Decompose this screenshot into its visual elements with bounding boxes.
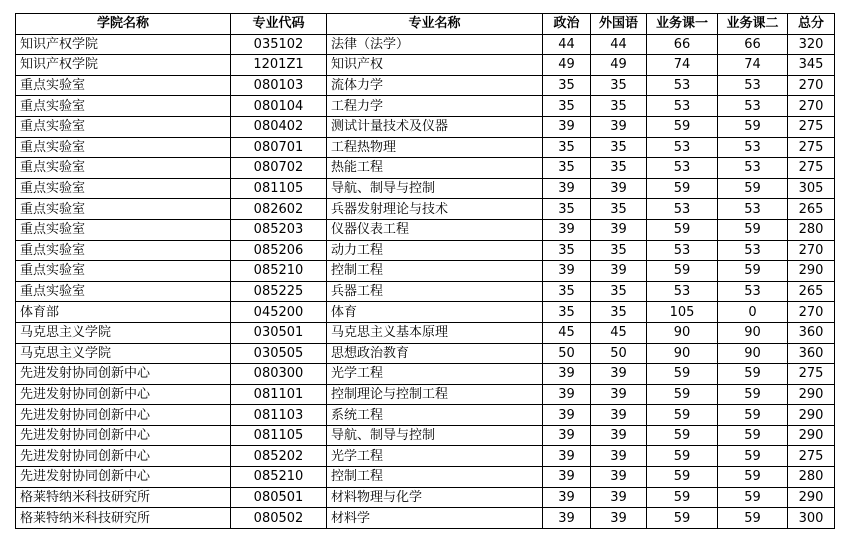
- foreign-language-cell: 35: [591, 75, 647, 96]
- foreign-language-cell: 39: [591, 178, 647, 199]
- major-name-cell: 控制工程: [327, 467, 543, 488]
- total-cell: 305: [788, 178, 835, 199]
- foreign-language-cell: 39: [591, 508, 647, 529]
- subject-two-cell: 53: [718, 240, 788, 261]
- table-row: [16, 75, 835, 96]
- table-row: [16, 261, 835, 282]
- foreign-language-cell: 39: [591, 446, 647, 467]
- politics-cell: 35: [543, 96, 591, 117]
- total-cell: 270: [788, 302, 835, 323]
- total-cell: 265: [788, 281, 835, 302]
- total-cell: 300: [788, 508, 835, 529]
- foreign-language-cell: 50: [591, 343, 647, 364]
- major-name-cell: 兵器工程: [327, 281, 543, 302]
- major-name-cell: 系统工程: [327, 405, 543, 426]
- major-code-cell: 085210: [231, 467, 327, 488]
- foreign-language-cell: 35: [591, 302, 647, 323]
- college-cell: 先进发射协同创新中心: [16, 446, 231, 467]
- foreign-language-cell: 49: [591, 55, 647, 76]
- total-cell: 360: [788, 343, 835, 364]
- subject-two-cell: 53: [718, 137, 788, 158]
- total-cell: 280: [788, 219, 835, 240]
- politics-cell: 35: [543, 240, 591, 261]
- subject-two-cell: 59: [718, 508, 788, 529]
- total-cell: 275: [788, 364, 835, 385]
- subject-two-cell: 59: [718, 364, 788, 385]
- table-row: [16, 116, 835, 137]
- major-code-cell: 030501: [231, 322, 327, 343]
- major-code-cell: 045200: [231, 302, 327, 323]
- table-row: [16, 508, 835, 529]
- college-cell: 先进发射协同创新中心: [16, 467, 231, 488]
- subject-two-cell: 59: [718, 178, 788, 199]
- politics-cell: 35: [543, 158, 591, 179]
- subject-two-cell: 53: [718, 158, 788, 179]
- subject-one-cell: 59: [647, 487, 718, 508]
- subject-one-cell: 53: [647, 240, 718, 261]
- major-code-cell: 080402: [231, 116, 327, 137]
- major-code-cell: 085225: [231, 281, 327, 302]
- subject-two-cell: 59: [718, 384, 788, 405]
- foreign-language-cell: 39: [591, 467, 647, 488]
- major-code-cell: 081101: [231, 384, 327, 405]
- total-cell: 320: [788, 34, 835, 55]
- total-cell: 290: [788, 405, 835, 426]
- table-row: [16, 55, 835, 76]
- subject-two-cell: 59: [718, 425, 788, 446]
- major-name-cell: 知识产权: [327, 55, 543, 76]
- major-code-cell: 080103: [231, 75, 327, 96]
- college-cell: 重点实验室: [16, 158, 231, 179]
- subject-two-cell: 90: [718, 343, 788, 364]
- table-row: [16, 199, 835, 220]
- table-row: [16, 219, 835, 240]
- total-cell: 270: [788, 96, 835, 117]
- subject-two-cell: 59: [718, 467, 788, 488]
- major-name-cell: 体育: [327, 302, 543, 323]
- foreign-language-cell: 39: [591, 261, 647, 282]
- foreign-language-cell: 39: [591, 116, 647, 137]
- table-row: [16, 467, 835, 488]
- table-row: [16, 158, 835, 179]
- subject-one-cell: 59: [647, 467, 718, 488]
- subject-one-cell: 59: [647, 425, 718, 446]
- subject-one-cell: 74: [647, 55, 718, 76]
- politics-cell: 39: [543, 446, 591, 467]
- table-row: [16, 34, 835, 55]
- politics-cell: 39: [543, 487, 591, 508]
- major-code-cell: 081105: [231, 178, 327, 199]
- subject-two-cell: 53: [718, 96, 788, 117]
- major-name-cell: 兵器发射理论与技术: [327, 199, 543, 220]
- header-college: 学院名称: [16, 14, 231, 35]
- table-row: [16, 322, 835, 343]
- foreign-language-cell: 35: [591, 158, 647, 179]
- subject-one-cell: 105: [647, 302, 718, 323]
- subject-two-cell: 53: [718, 281, 788, 302]
- college-cell: 重点实验室: [16, 96, 231, 117]
- header-foreign-language: 外国语: [591, 14, 647, 35]
- subject-one-cell: 59: [647, 405, 718, 426]
- foreign-language-cell: 39: [591, 487, 647, 508]
- foreign-language-cell: 35: [591, 281, 647, 302]
- table-header: [16, 14, 835, 35]
- major-name-cell: 马克思主义基本原理: [327, 322, 543, 343]
- total-cell: 290: [788, 487, 835, 508]
- subject-one-cell: 59: [647, 508, 718, 529]
- major-name-cell: 控制理论与控制工程: [327, 384, 543, 405]
- college-cell: 知识产权学院: [16, 34, 231, 55]
- major-name-cell: 仪器仪表工程: [327, 219, 543, 240]
- politics-cell: 39: [543, 508, 591, 529]
- header-subject-one: 业务课一: [647, 14, 718, 35]
- major-name-cell: 导航、制导与控制: [327, 425, 543, 446]
- header-row: [16, 14, 835, 35]
- total-cell: 275: [788, 446, 835, 467]
- major-code-cell: 081103: [231, 405, 327, 426]
- politics-cell: 35: [543, 75, 591, 96]
- politics-cell: 39: [543, 261, 591, 282]
- subject-one-cell: 59: [647, 364, 718, 385]
- subject-two-cell: 66: [718, 34, 788, 55]
- college-cell: 重点实验室: [16, 281, 231, 302]
- total-cell: 280: [788, 467, 835, 488]
- table-row: [16, 384, 835, 405]
- subject-two-cell: 59: [718, 487, 788, 508]
- subject-one-cell: 90: [647, 343, 718, 364]
- foreign-language-cell: 39: [591, 405, 647, 426]
- subject-two-cell: 59: [718, 405, 788, 426]
- header-total: 总分: [788, 14, 835, 35]
- major-code-cell: 085206: [231, 240, 327, 261]
- subject-two-cell: 59: [718, 116, 788, 137]
- subject-two-cell: 59: [718, 219, 788, 240]
- major-code-cell: 085202: [231, 446, 327, 467]
- table-row: [16, 405, 835, 426]
- politics-cell: 49: [543, 55, 591, 76]
- college-cell: 重点实验室: [16, 137, 231, 158]
- subject-one-cell: 53: [647, 158, 718, 179]
- subject-one-cell: 59: [647, 261, 718, 282]
- politics-cell: 39: [543, 384, 591, 405]
- college-cell: 先进发射协同创新中心: [16, 384, 231, 405]
- table-row: [16, 364, 835, 385]
- college-cell: 重点实验室: [16, 199, 231, 220]
- foreign-language-cell: 35: [591, 96, 647, 117]
- politics-cell: 39: [543, 116, 591, 137]
- table-row: [16, 240, 835, 261]
- foreign-language-cell: 39: [591, 384, 647, 405]
- subject-one-cell: 90: [647, 322, 718, 343]
- politics-cell: 35: [543, 281, 591, 302]
- subject-one-cell: 59: [647, 116, 718, 137]
- college-cell: 重点实验室: [16, 240, 231, 261]
- foreign-language-cell: 35: [591, 137, 647, 158]
- politics-cell: 35: [543, 199, 591, 220]
- major-name-cell: 工程力学: [327, 96, 543, 117]
- subject-one-cell: 53: [647, 75, 718, 96]
- major-name-cell: 热能工程: [327, 158, 543, 179]
- subject-two-cell: 0: [718, 302, 788, 323]
- major-code-cell: 035102: [231, 34, 327, 55]
- subject-two-cell: 90: [718, 322, 788, 343]
- table-row: [16, 96, 835, 117]
- subject-one-cell: 53: [647, 199, 718, 220]
- major-code-cell: 1201Z1: [231, 55, 327, 76]
- college-cell: 重点实验室: [16, 75, 231, 96]
- total-cell: 275: [788, 158, 835, 179]
- subject-one-cell: 66: [647, 34, 718, 55]
- major-name-cell: 控制工程: [327, 261, 543, 282]
- subject-one-cell: 59: [647, 178, 718, 199]
- politics-cell: 35: [543, 137, 591, 158]
- total-cell: 270: [788, 240, 835, 261]
- table-row: [16, 425, 835, 446]
- college-cell: 重点实验室: [16, 178, 231, 199]
- major-name-cell: 流体力学: [327, 75, 543, 96]
- table-row: [16, 302, 835, 323]
- score-table-container: [15, 13, 835, 529]
- total-cell: 290: [788, 425, 835, 446]
- table-row: [16, 281, 835, 302]
- score-table: [15, 13, 835, 529]
- major-code-cell: 080502: [231, 508, 327, 529]
- foreign-language-cell: 35: [591, 240, 647, 261]
- total-cell: 290: [788, 261, 835, 282]
- major-name-cell: 工程热物理: [327, 137, 543, 158]
- table-row: [16, 487, 835, 508]
- table-row: [16, 178, 835, 199]
- major-code-cell: 081105: [231, 425, 327, 446]
- politics-cell: 39: [543, 178, 591, 199]
- politics-cell: 39: [543, 364, 591, 385]
- college-cell: 先进发射协同创新中心: [16, 425, 231, 446]
- major-name-cell: 测试计量技术及仪器: [327, 116, 543, 137]
- foreign-language-cell: 35: [591, 199, 647, 220]
- major-name-cell: 思想政治教育: [327, 343, 543, 364]
- college-cell: 格莱特纳米科技研究所: [16, 487, 231, 508]
- foreign-language-cell: 39: [591, 219, 647, 240]
- subject-two-cell: 59: [718, 446, 788, 467]
- politics-cell: 39: [543, 219, 591, 240]
- header-major-code: 专业代码: [231, 14, 327, 35]
- header-politics: 政治: [543, 14, 591, 35]
- subject-two-cell: 74: [718, 55, 788, 76]
- total-cell: 270: [788, 75, 835, 96]
- politics-cell: 39: [543, 467, 591, 488]
- major-code-cell: 085203: [231, 219, 327, 240]
- subject-one-cell: 53: [647, 281, 718, 302]
- major-code-cell: 085210: [231, 261, 327, 282]
- table-row: [16, 446, 835, 467]
- college-cell: 知识产权学院: [16, 55, 231, 76]
- subject-one-cell: 53: [647, 96, 718, 117]
- major-name-cell: 光学工程: [327, 364, 543, 385]
- subject-one-cell: 59: [647, 384, 718, 405]
- total-cell: 345: [788, 55, 835, 76]
- subject-two-cell: 59: [718, 261, 788, 282]
- header-subject-two: 业务课二: [718, 14, 788, 35]
- major-name-cell: 动力工程: [327, 240, 543, 261]
- major-name-cell: 材料学: [327, 508, 543, 529]
- politics-cell: 39: [543, 425, 591, 446]
- college-cell: 先进发射协同创新中心: [16, 405, 231, 426]
- major-code-cell: 080501: [231, 487, 327, 508]
- major-code-cell: 080300: [231, 364, 327, 385]
- table-row: [16, 137, 835, 158]
- subject-one-cell: 53: [647, 137, 718, 158]
- college-cell: 马克思主义学院: [16, 322, 231, 343]
- major-code-cell: 080104: [231, 96, 327, 117]
- major-name-cell: 导航、制导与控制: [327, 178, 543, 199]
- total-cell: 290: [788, 384, 835, 405]
- college-cell: 格莱特纳米科技研究所: [16, 508, 231, 529]
- college-cell: 体育部: [16, 302, 231, 323]
- foreign-language-cell: 39: [591, 425, 647, 446]
- major-name-cell: 法律（法学）: [327, 34, 543, 55]
- college-cell: 重点实验室: [16, 219, 231, 240]
- subject-two-cell: 53: [718, 75, 788, 96]
- politics-cell: 35: [543, 302, 591, 323]
- major-code-cell: 082602: [231, 199, 327, 220]
- total-cell: 265: [788, 199, 835, 220]
- subject-one-cell: 59: [647, 446, 718, 467]
- foreign-language-cell: 44: [591, 34, 647, 55]
- total-cell: 275: [788, 137, 835, 158]
- table-row: [16, 343, 835, 364]
- subject-one-cell: 59: [647, 219, 718, 240]
- table-body: [16, 34, 835, 528]
- college-cell: 重点实验室: [16, 261, 231, 282]
- major-code-cell: 080702: [231, 158, 327, 179]
- foreign-language-cell: 39: [591, 364, 647, 385]
- header-major-name: 专业名称: [327, 14, 543, 35]
- politics-cell: 44: [543, 34, 591, 55]
- major-name-cell: 光学工程: [327, 446, 543, 467]
- major-code-cell: 030505: [231, 343, 327, 364]
- total-cell: 275: [788, 116, 835, 137]
- politics-cell: 45: [543, 322, 591, 343]
- politics-cell: 50: [543, 343, 591, 364]
- college-cell: 先进发射协同创新中心: [16, 364, 231, 385]
- college-cell: 马克思主义学院: [16, 343, 231, 364]
- college-cell: 重点实验室: [16, 116, 231, 137]
- subject-two-cell: 53: [718, 199, 788, 220]
- foreign-language-cell: 45: [591, 322, 647, 343]
- major-code-cell: 080701: [231, 137, 327, 158]
- total-cell: 360: [788, 322, 835, 343]
- major-name-cell: 材料物理与化学: [327, 487, 543, 508]
- politics-cell: 39: [543, 405, 591, 426]
